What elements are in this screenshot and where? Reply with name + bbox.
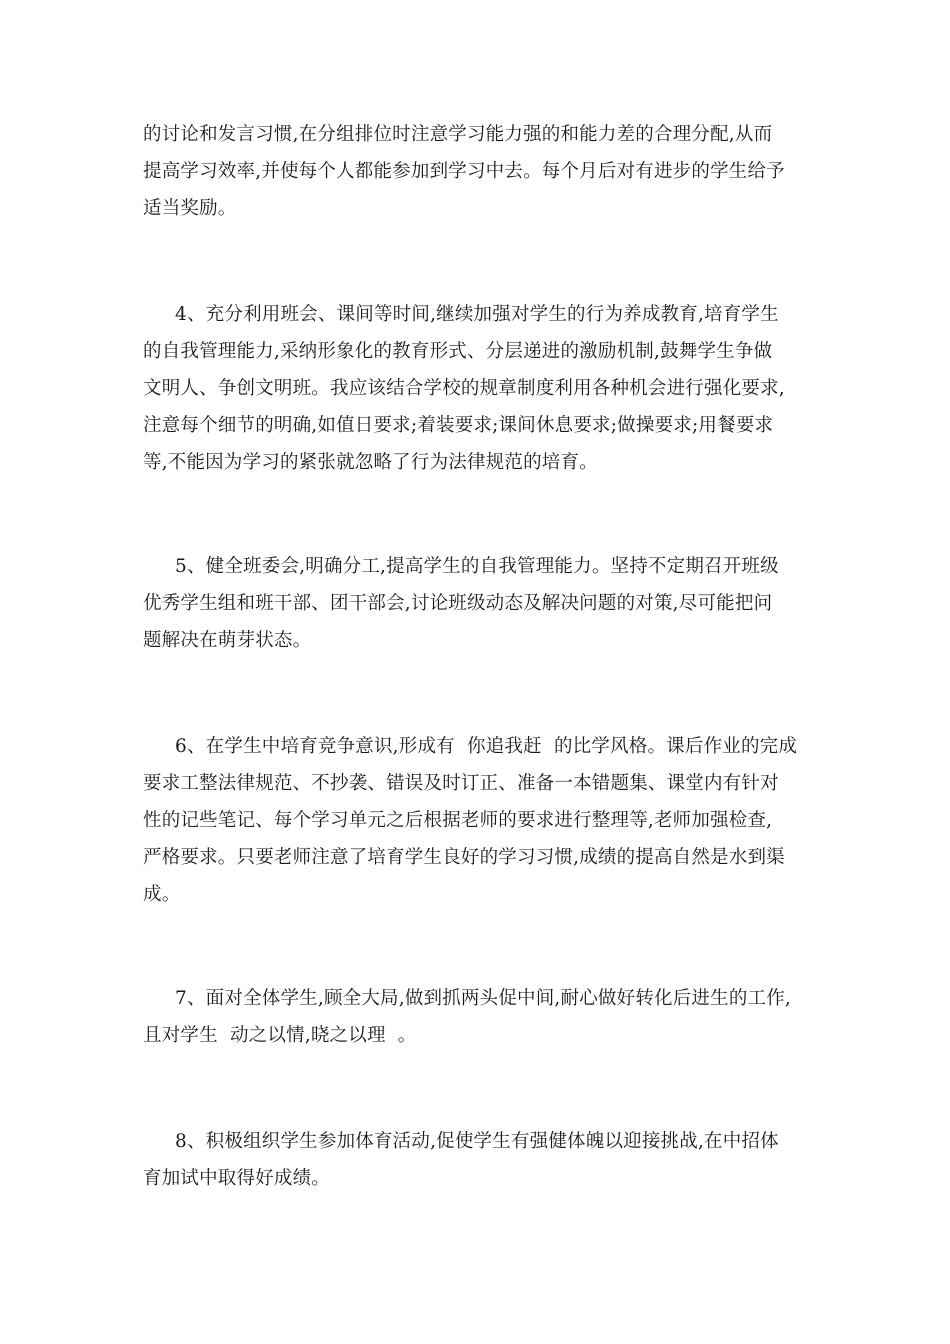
paragraph-item-4 (143, 296, 815, 481)
text-line: 提高学习效率,并使每个人都能参加到学习中去。每个月后对有进步的学生给予 (143, 161, 785, 182)
text-line: 4、充分利用班会、课间等时间,继续加强对学生的行为养成教育,培育学生 (175, 304, 779, 325)
text-line: 成。 (143, 884, 181, 905)
paragraph-item-6 (143, 728, 815, 913)
text-line: 的自我管理能力,采纳形象化的教育形式、分层递进的激励机制,鼓舞学生争做 (143, 341, 773, 362)
text-line: 7、面对全体学生,顾全大局,做到抓两头促中间,耐心做好转化后进生的工作, (175, 988, 791, 1009)
text-line: 育加试中取得好成绩。 (143, 1168, 331, 1189)
paragraph-item-8 (143, 1123, 815, 1197)
text-line: 注意每个细节的明确,如值日要求;着装要求;课间休息要求;做操要求;用餐要求 (143, 415, 774, 436)
text-line: 题解决在萌芽状态。 (143, 630, 312, 651)
text-line: 8、积极组织学生参加体育活动,促使学生有强健体魄以迎接挑战,在中招体 (175, 1131, 779, 1152)
text-line: 等,不能因为学习的紧张就忽略了行为法律规范的培育。 (143, 452, 598, 473)
text-line: 要求工整法律规范、不抄袭、错误及时订正、准备一本错题集、课堂内有针对 (143, 773, 779, 794)
text-line: 严格要求。只要老师注意了培育学生良好的学习习惯,成绩的提高自然是水到渠 (143, 847, 785, 868)
text-line: 优秀学生组和班干部、团干部会,讨论班级动态及解决问题的对策,尽可能把问 (143, 593, 773, 614)
paragraph-item-7 (143, 980, 815, 1054)
text-line: 文明人、争创文明班。我应该结合学校的规章制度利用各种机会进行强化要求, (143, 378, 785, 399)
text-line: 性的记些笔记、每个学习单元之后根据老师的要求进行整理等,老师加强检查, (143, 810, 773, 831)
paragraph-continuation (143, 116, 815, 227)
text-line: 的讨论和发言习惯,在分组排位时注意学习能力强的和能力差的合理分配,从而 (143, 124, 773, 145)
text-line: 6、在学生中培育竞争意识,形成有 你追我赶 的比学风格。课后作业的完成 (175, 736, 798, 757)
text-line: 5、健全班委会,明确分工,提高学生的自我管理能力。坚持不定期召开班级 (175, 556, 779, 577)
paragraph-item-5 (143, 548, 815, 659)
text-line: 适当奖励。 (143, 198, 237, 219)
text-line: 且对学生 动之以情,晓之以理 。 (143, 1025, 417, 1046)
